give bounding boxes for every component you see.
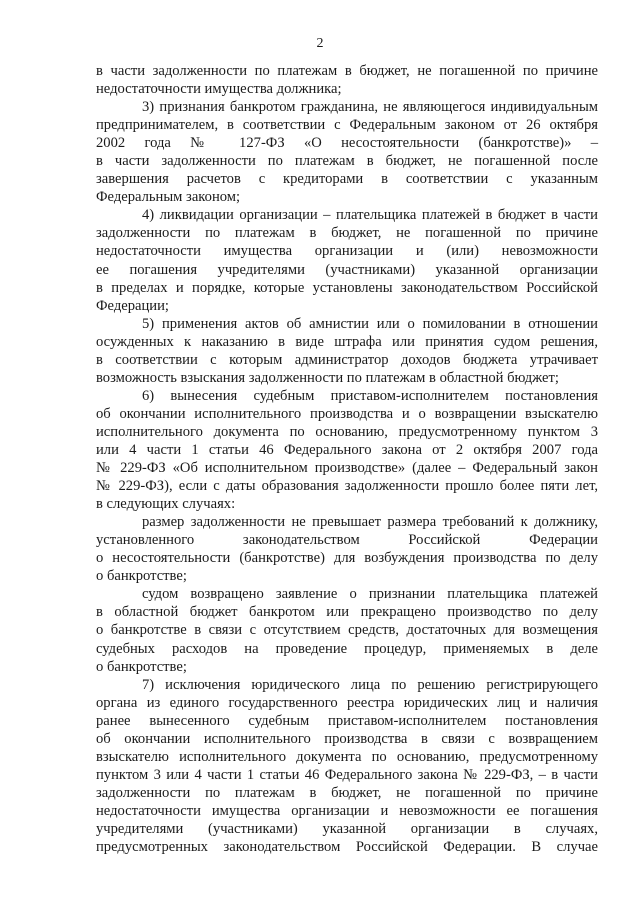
text-line: задолженности по платежам в бюджет, не погашенной по причине <box>96 784 598 801</box>
text-line: о несостоятельности (банкротстве) для возбуждения производства по делу <box>96 550 598 567</box>
text-line: в части задолженности по платежам в бюджет, не погашенной по причине <box>96 63 598 79</box>
text-line: Федеральным законом; <box>96 189 241 206</box>
text-line: пунктом 3 или 4 части 1 статьи 46 Федерального закона № 229-ФЗ, – в части <box>96 766 598 783</box>
text-line: предусмотренных законодательством Российской Федерации. В случае <box>96 839 598 856</box>
text-line: установленного законодательством Российской Федерации <box>96 532 598 549</box>
text-line: судом возвращено заявление о признании плательщика платежей <box>142 586 598 603</box>
text-line: или 4 части 1 статьи 46 Федерального закона от 2 октября 2007 года <box>96 441 598 458</box>
text-line: взыскателю исполнительного документа по основанию, предусмотренному <box>96 748 598 765</box>
text-line: 6) вынесения судебным приставом-исполнителем постановления <box>142 387 598 404</box>
text-line: № 229-ФЗ «Об исполнительном производстве» (далее – Федеральный закон <box>96 460 598 477</box>
text-line: недостаточности имущества организации и невозможности ее погашения <box>96 802 598 819</box>
text-line: учредителями (участниками) указанной организации в случаях, <box>96 820 598 837</box>
text-line: в части задолженности по платежам в бюджет, не погашенной после <box>96 153 598 170</box>
text-line: 2002 года № 127-ФЗ «О несостоятельности (банкротстве)» – <box>96 135 598 152</box>
text-line: об окончании исполнительного производства и о возвращении взыскателю <box>96 405 598 422</box>
text-line: недостаточности имущества организации и (или) невозможности <box>96 243 598 260</box>
text-line: о банкротстве в связи с отсутствием средств, достаточных для возмещения <box>96 622 598 639</box>
text-line: недостаточности имущества должника; <box>96 81 342 98</box>
text-line: ее погашения учредителями (участниками) указанной организации <box>96 261 598 278</box>
text-line: органа из единого государственного реестра юридических лиц и наличия <box>96 694 598 711</box>
document-body <box>96 62 598 856</box>
text-line: судебных расходов на проведение процедур, применяемых в деле <box>96 640 598 657</box>
text-line: задолженности по платежам в бюджет, не погашенной по причине <box>96 225 598 242</box>
text-line: в следующих случаях: <box>96 496 236 513</box>
text-line: предпринимателем, в соответствии с Федеральным законом от 26 октября <box>96 117 598 134</box>
text-line: о банкротстве; <box>96 568 187 585</box>
text-line: исполнительного документа по основанию, предусмотренному пунктом 3 <box>96 423 598 440</box>
text-line: размер задолженности не превышает размера требований к должнику, <box>142 514 598 531</box>
text-line: № 229-ФЗ), если с даты образования задолженности прошло более пяти лет, <box>96 478 598 495</box>
text-line: возможность взыскания задолженности по платежам в областной бюджет; <box>96 369 559 386</box>
text-line: осужденных к наказанию в виде штрафа или принятия судом решения, <box>96 333 598 350</box>
text-line: завершения расчетов с кредиторами в соответствии с указанным <box>96 171 598 188</box>
text-line: Федерации; <box>96 297 169 314</box>
text-line: об окончании исполнительного производства в связи с возвращением <box>96 730 598 747</box>
text-line: в соответствии с которым администратор доходов бюджета утрачивает <box>96 351 598 368</box>
text-line: 4) ликвидации организации – плательщика платежей в бюджет в части <box>142 207 598 224</box>
text-line: в пределах и порядке, которые установлены законодательством Российской <box>96 279 598 296</box>
text-line: 5) применения актов об амнистии или о помиловании в отношении <box>142 315 598 332</box>
text-line: 3) признания банкротом гражданина, не являющегося индивидуальным <box>142 99 598 116</box>
text-line: ранее вынесенного судебным приставом-исполнителем постановления <box>96 712 598 729</box>
text-line: в областной бюджет банкротом или прекращено производство по делу <box>96 604 598 621</box>
text-line: о банкротстве; <box>96 658 187 675</box>
page-number: 2 <box>316 36 324 51</box>
text-line: 7) исключения юридического лица по решению регистрирующего <box>142 676 598 693</box>
